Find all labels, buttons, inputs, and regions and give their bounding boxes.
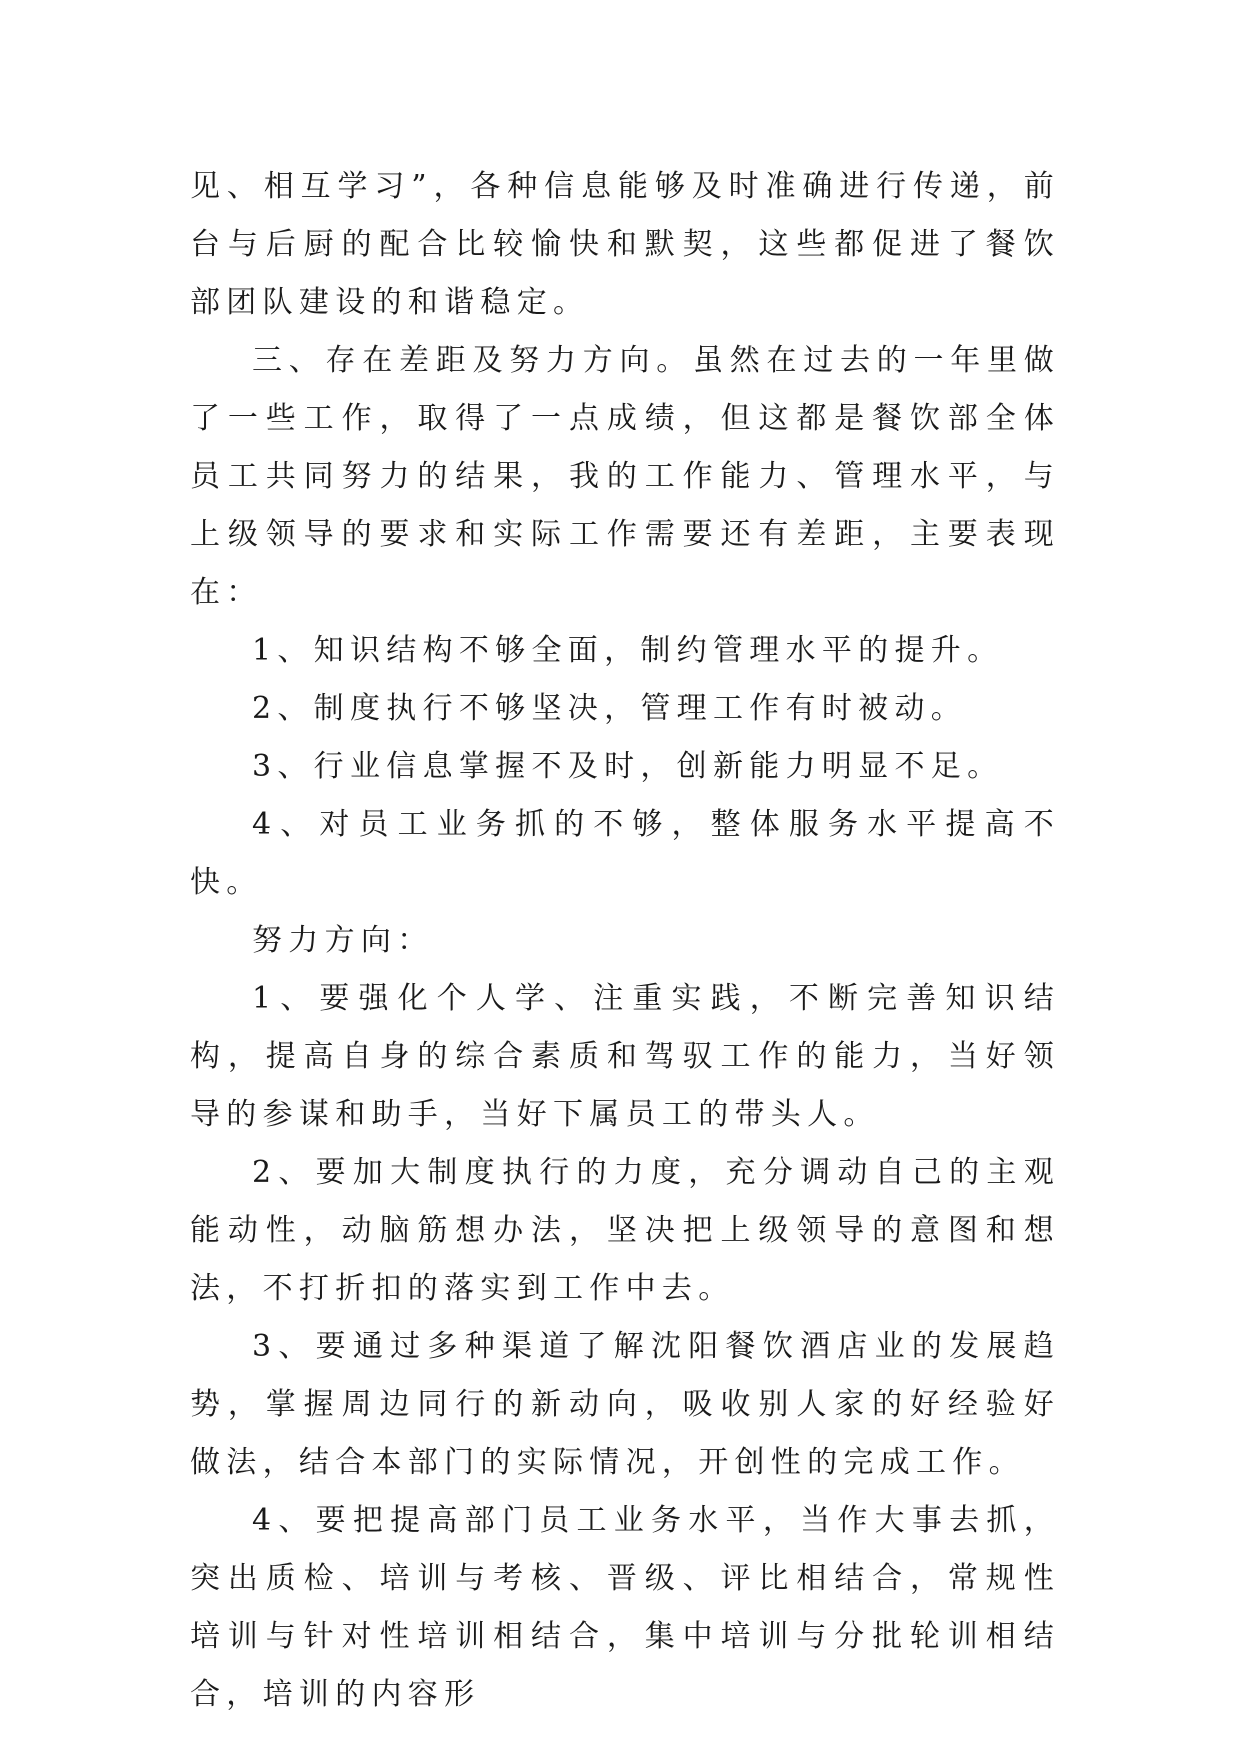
list-item: 4、对员工业务抓的不够，整体服务水平提高不快。: [190, 807, 1060, 900]
list-item: 3、要通过多种渠道了解沈阳餐饮酒店业的发展趋势，掌握周边同行的新动向，吸收别人家的好经验好做法，结合本部门的实际情况，开创性的完成工作。: [190, 1329, 1060, 1480]
paragraph: 三、存在差距及努力方向。虽然在过去的一年里做了一些工作，取得了一点成绩，但这都是餐饮部全体员工共同努力的结果，我的工作能力、管理水平，与上级领导的要求和实际工作需要还有差距，主要表现在：: [190, 343, 1060, 610]
list-item: 3、行业信息掌握不及时，创新能力明显不足。: [252, 749, 1004, 784]
list-item: 4、要把提高部门员工业务水平，当作大事去抓，突出质检、培训与考核、晋级、评比相结合，常规性培训与针对性培训相结合，集中培训与分批轮训相结合，培训的内容形: [190, 1503, 1060, 1712]
list-item: 1、要强化个人学、注重实践，不断完善知识结构，提高自身的综合素质和驾驭工作的能力，当好领导的参谋和助手，当好下属员工的带头人。: [190, 981, 1060, 1132]
list-item: 1、知识结构不够全面，制约管理水平的提升。: [252, 633, 1004, 668]
list-item: 2、要加大制度执行的力度，充分调动自己的主观能动性，动脑筋想办法，坚决把上级领导的意图和想法，不打折扣的落实到工作中去。: [190, 1155, 1060, 1306]
section-heading: 努力方向：: [252, 923, 434, 958]
paragraph: 见、相互学习”，各种信息能够及时准确进行传递，前台与后厨的配合比较愉快和默契，这些都促进了餐饮部团队建设的和谐稳定。: [190, 169, 1060, 320]
document-body: [190, 158, 1060, 1724]
list-item: 2、制度执行不够坚决，管理工作有时被动。: [252, 691, 968, 726]
